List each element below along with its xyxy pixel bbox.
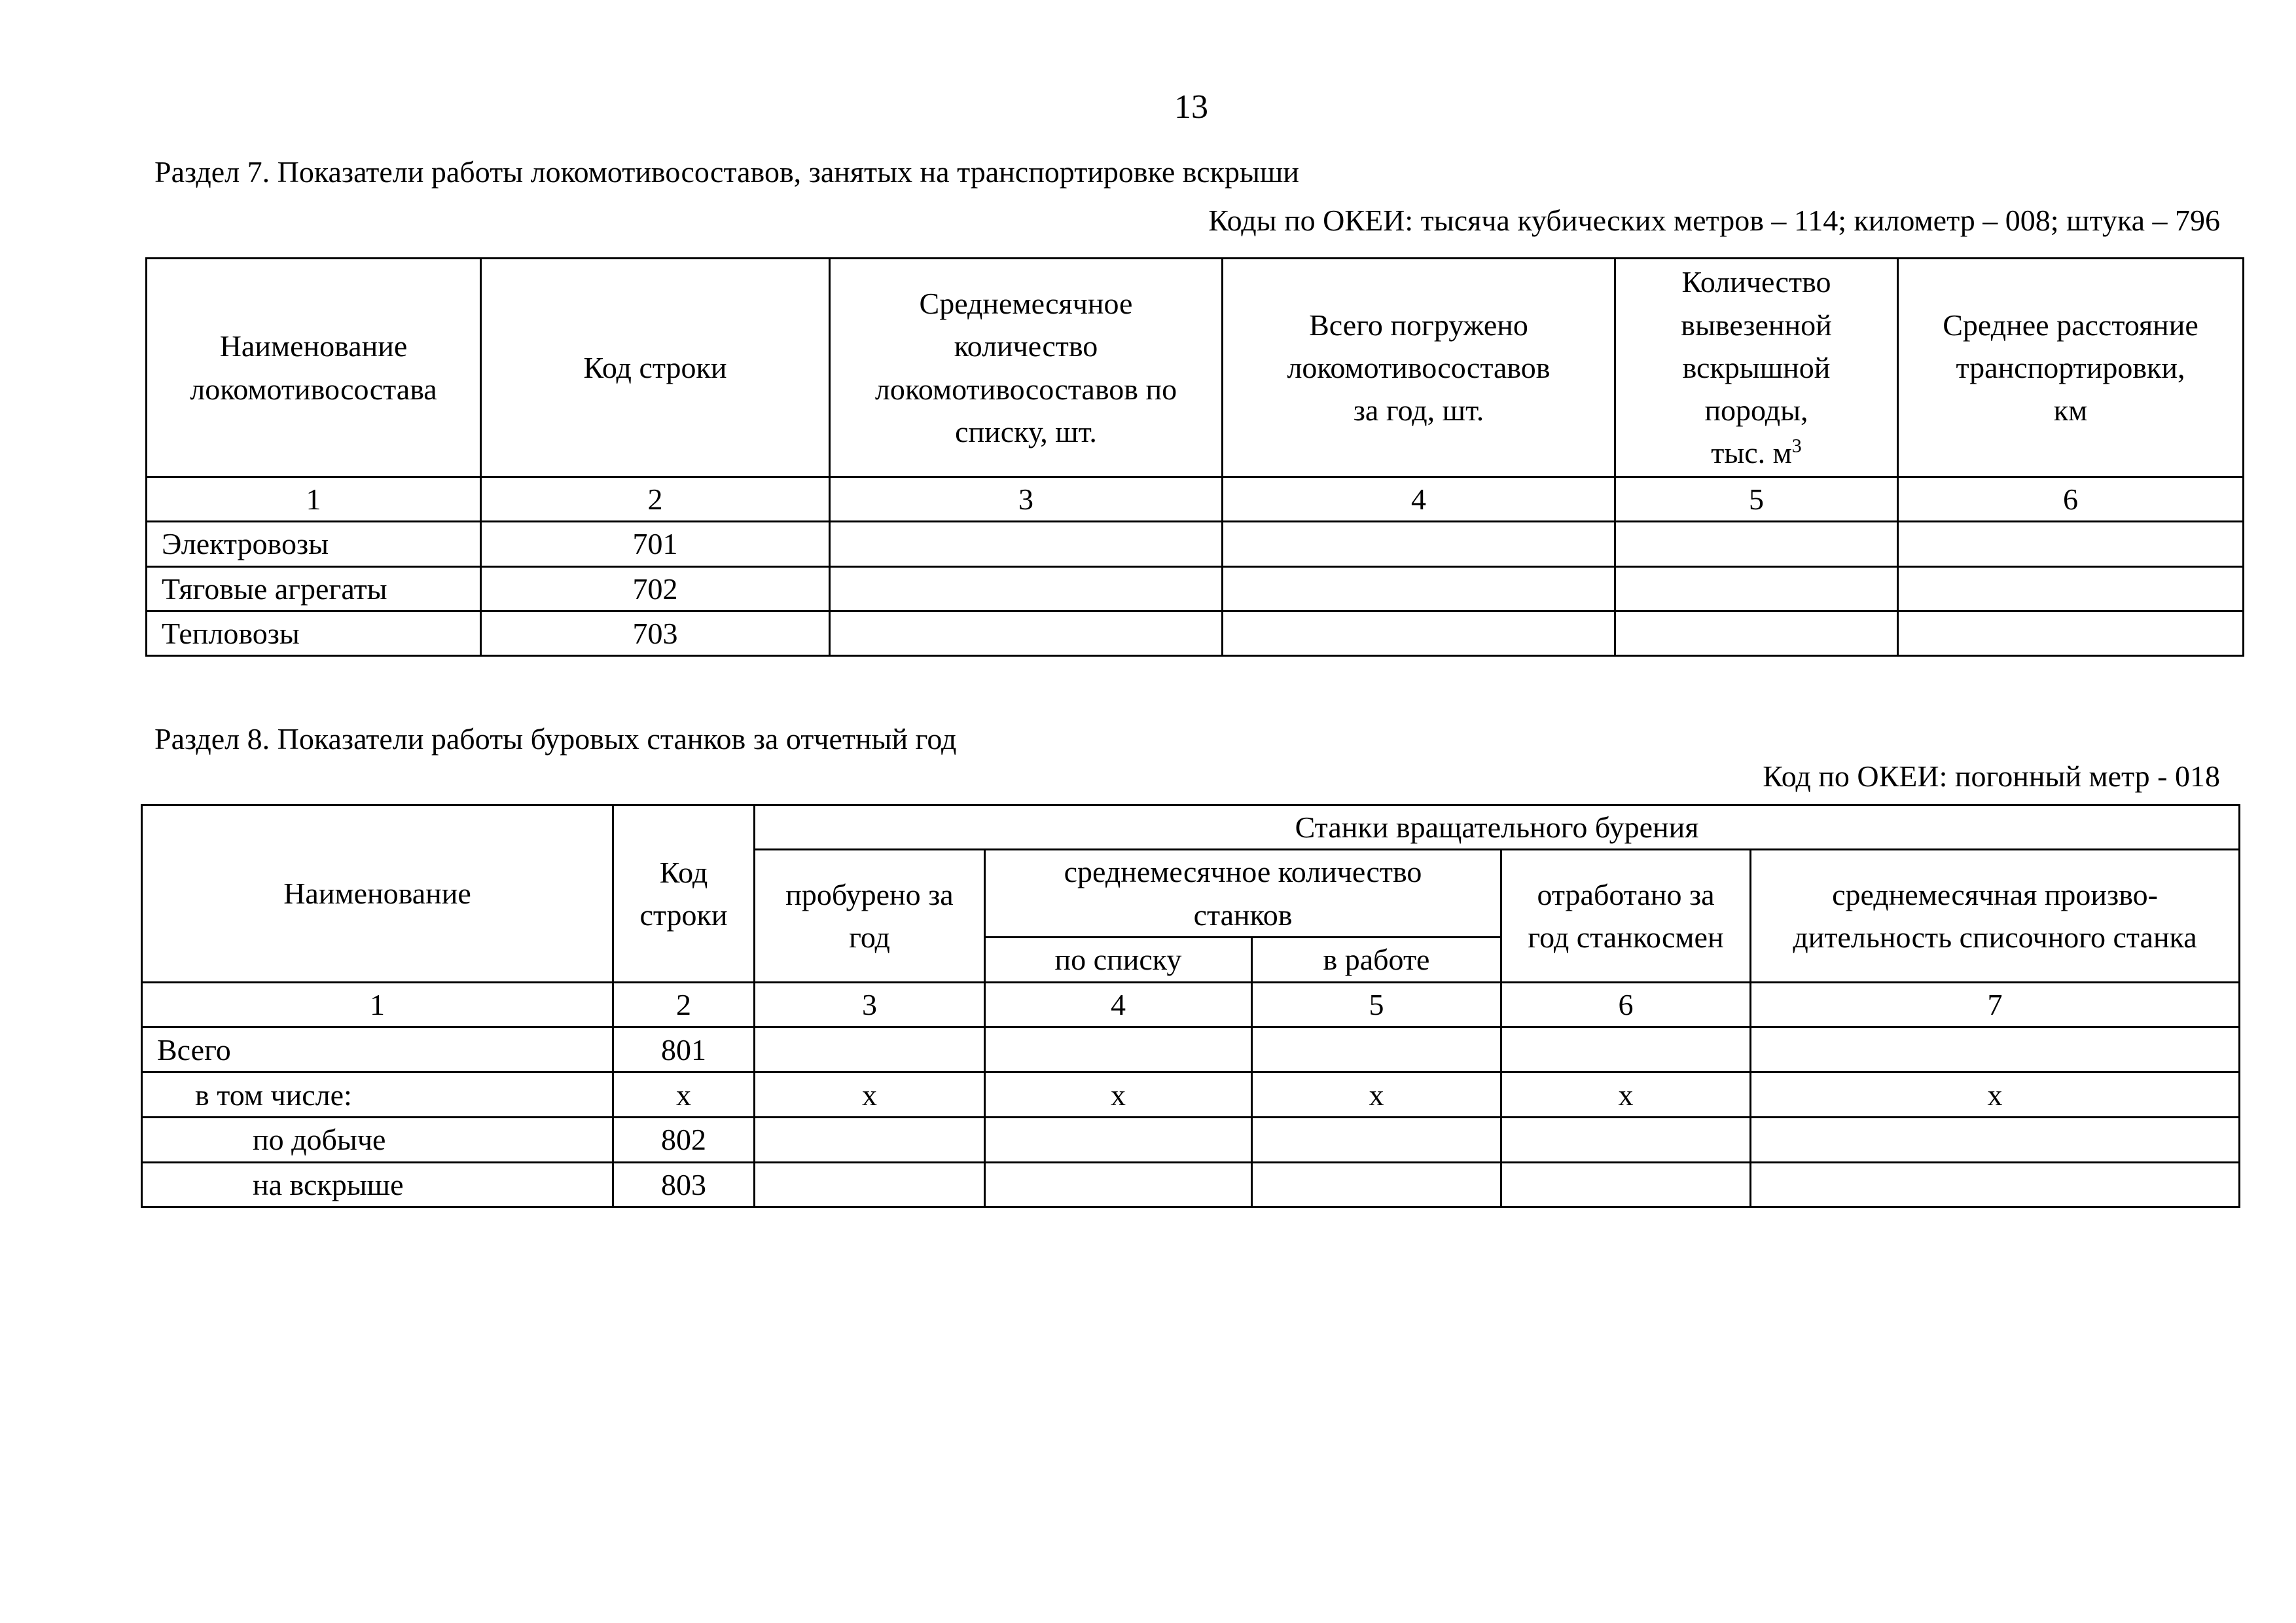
col-number: 3 [830, 477, 1223, 522]
row-code: 701 [481, 522, 830, 566]
header-overburden-volume [1615, 259, 1898, 477]
section7-header-row [147, 259, 2244, 477]
data-cell[interactable] [1501, 1027, 1751, 1072]
section8-title: Раздел 8. Показатели работы буровых станков за отчетный год [154, 722, 957, 756]
table-row [147, 566, 2244, 611]
data-cell[interactable] [1615, 611, 1898, 655]
row-code: 703 [481, 611, 830, 655]
row-name: на вскрыше [142, 1162, 613, 1207]
data-cell[interactable] [1615, 522, 1898, 566]
header-name: Наименование [142, 805, 613, 983]
data-cell[interactable] [830, 522, 1223, 566]
data-cell[interactable] [985, 1162, 1252, 1207]
data-cell[interactable] [755, 1162, 985, 1207]
data-cell: х [1751, 1072, 2240, 1118]
page-number: 13 [1174, 88, 1208, 126]
col-number: 1 [147, 477, 481, 522]
data-cell[interactable] [1615, 566, 1898, 611]
data-cell[interactable] [1223, 522, 1615, 566]
header-avg-monthly-drills: среднемесячное количество станков [985, 850, 1501, 938]
data-cell[interactable] [1252, 1162, 1501, 1207]
table-row [142, 1162, 2240, 1207]
section7-col-numbers-row [147, 477, 2244, 522]
data-cell: х [1501, 1072, 1751, 1118]
row-name: Электровозы [147, 522, 481, 566]
row-code: 802 [613, 1118, 755, 1162]
section8-col-numbers-row [142, 982, 2240, 1027]
col-number: 5 [1252, 982, 1501, 1027]
col-number: 6 [1898, 477, 2244, 522]
header-overburden-unit: тыс. м [1711, 436, 1792, 470]
col-number: 7 [1751, 982, 2240, 1027]
col-number: 6 [1501, 982, 1751, 1027]
row-name: Всего [142, 1027, 613, 1072]
data-cell[interactable] [1751, 1162, 2240, 1207]
section7-title: Раздел 7. Показатели работы локомотивосоставов, занятых на транспортировке вскрыши [154, 155, 1299, 189]
section8-okei-codes: Код по ОКЕИ: погонный метр - 018 [1763, 759, 2220, 793]
data-cell[interactable] [1501, 1118, 1751, 1162]
row-name: по добыче [142, 1118, 613, 1162]
section8-table [141, 804, 2240, 1208]
header-overburden-unit-sup: 3 [1791, 435, 1802, 458]
table-row [142, 1118, 2240, 1162]
header-rotary-drills-group: Станки вращательного бурения [755, 805, 2240, 850]
data-cell[interactable] [1751, 1027, 2240, 1072]
header-by-list: по списку [985, 937, 1252, 982]
row-name: Тяговые агрегаты [147, 566, 481, 611]
data-cell[interactable] [1898, 522, 2244, 566]
header-locomotive-name: Наименование локомотивосостава [147, 259, 481, 477]
table-row [147, 522, 2244, 566]
col-number: 2 [613, 982, 755, 1027]
data-cell[interactable] [1223, 611, 1615, 655]
data-cell[interactable] [1898, 611, 2244, 655]
col-number: 4 [985, 982, 1252, 1027]
data-cell[interactable] [755, 1118, 985, 1162]
data-cell[interactable] [830, 566, 1223, 611]
data-cell: х [985, 1072, 1252, 1118]
header-overburden-volume-text: Количество вывезенной вскрышной породы, [1681, 265, 1832, 428]
data-cell[interactable] [1252, 1027, 1501, 1072]
row-code: х [613, 1072, 755, 1118]
data-cell[interactable] [1751, 1118, 2240, 1162]
data-cell[interactable] [755, 1027, 985, 1072]
col-number: 2 [481, 477, 830, 522]
col-number: 1 [142, 982, 613, 1027]
row-code: 803 [613, 1162, 755, 1207]
header-avg-distance: Среднее расстояние транспортировки, км [1898, 259, 2244, 477]
data-cell[interactable] [1223, 566, 1615, 611]
table-row [147, 611, 2244, 655]
header-total-loaded: Всего погружено локомотивосоставов за год, шт. [1223, 259, 1615, 477]
data-cell: х [755, 1072, 985, 1118]
header-row-code: Код строки [613, 805, 755, 983]
section7-table [145, 257, 2244, 657]
data-cell[interactable] [1501, 1162, 1751, 1207]
row-name: в том числе: [142, 1072, 613, 1118]
section7-okei-codes: Коды по ОКЕИ: тысяча кубических метров – 114; километр – 008; штука – 796 [1208, 204, 2220, 237]
header-row-code: Код строки [481, 259, 830, 477]
data-cell[interactable] [985, 1118, 1252, 1162]
row-code: 801 [613, 1027, 755, 1072]
data-cell: х [1252, 1072, 1501, 1118]
header-machine-shifts: отработано за год станкосмен [1501, 850, 1751, 983]
header-productivity: среднемесячная произво- дительность списочного станка [1751, 850, 2240, 983]
col-number: 5 [1615, 477, 1898, 522]
section8-header-row [142, 805, 2240, 850]
header-drilled-per-year: пробурено за год [755, 850, 985, 983]
col-number: 3 [755, 982, 985, 1027]
data-cell[interactable] [1252, 1118, 1501, 1162]
col-number: 4 [1223, 477, 1615, 522]
header-in-work: в работе [1252, 937, 1501, 982]
data-cell[interactable] [985, 1027, 1252, 1072]
table-row [142, 1027, 2240, 1072]
data-cell[interactable] [1898, 566, 2244, 611]
header-avg-monthly-count: Среднемесячное количество локомотивосоставов по списку, шт. [830, 259, 1223, 477]
table-row [142, 1072, 2240, 1118]
data-cell[interactable] [830, 611, 1223, 655]
row-code: 702 [481, 566, 830, 611]
row-name: Тепловозы [147, 611, 481, 655]
